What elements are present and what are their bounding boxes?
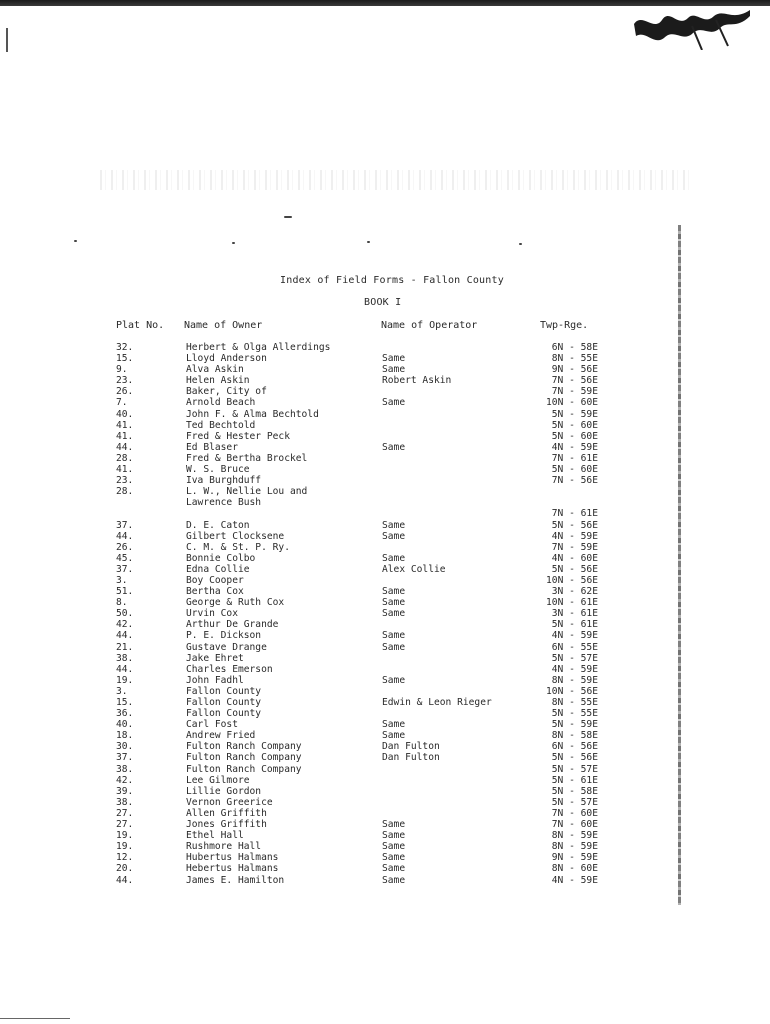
header-operator: Name of Operator [381, 320, 478, 331]
township-range: 5N - 57E [551, 652, 598, 664]
operator-name: Dan Fulton [382, 741, 440, 753]
plat-number: 28. [116, 486, 134, 498]
table-row [0, 808, 770, 819]
owner-name: D. E. Caton [186, 519, 250, 531]
ink-smudge [632, 6, 752, 50]
owner-name: L. W., Nellie Lou and [186, 486, 308, 498]
speck [284, 216, 292, 218]
owner-name: Fulton Ranch Company [186, 763, 302, 775]
township-range: 4N - 59E [551, 874, 598, 886]
plat-number: 3. [116, 685, 128, 697]
owner-name: Ed Blaser [186, 441, 238, 453]
owner-name: Lillie Gordon [186, 785, 262, 797]
owner-name: W. S. Bruce [186, 464, 250, 476]
township-range: 6N - 58E [551, 342, 598, 353]
plat-number: 3. [116, 574, 128, 586]
township-range: 5N - 59E [551, 408, 598, 420]
plat-number: 8. [116, 597, 128, 609]
plat-number: 36. [116, 708, 134, 720]
plat-number: 40. [116, 719, 134, 731]
township-range: 5N - 60E [551, 419, 598, 431]
plat-number: 27. [116, 807, 134, 819]
operator-name: Same [382, 608, 406, 620]
table-row [0, 653, 770, 664]
speck [519, 243, 522, 245]
owner-name: Fred & Bertha Brockel [186, 452, 308, 464]
township-range: 6N - 56E [551, 741, 598, 753]
table-row [0, 342, 770, 353]
document-title: Index of Field Forms - Fallon County [280, 275, 504, 286]
township-range: 10N - 56E [546, 574, 598, 586]
plat-number: 44. [116, 874, 134, 886]
operator-name: Same [382, 586, 406, 598]
table-row [0, 619, 770, 630]
operator-name: Same [382, 830, 406, 842]
plat-number: 19. [116, 830, 134, 842]
township-range: 7N - 61E [551, 508, 598, 520]
table-row [0, 642, 770, 653]
owner-name: Ted Bechtold [186, 419, 256, 431]
township-range: 4N - 59E [551, 663, 598, 675]
table-row [0, 730, 770, 741]
township-range: 8N - 60E [551, 863, 598, 875]
operator-name: Same [382, 353, 406, 365]
table-row [0, 775, 770, 786]
plat-number: 15. [116, 697, 134, 708]
township-range: 5N - 57E [551, 796, 598, 808]
owner-name: Lawrence Bush [186, 497, 262, 509]
plat-number: 50. [116, 608, 134, 620]
township-range: 7N - 56E [551, 475, 598, 487]
owner-name: Hubertus Halmans [186, 852, 279, 864]
plat-number: 32. [116, 342, 134, 353]
operator-name: Same [382, 874, 406, 886]
owner-name: Baker, City of [186, 386, 267, 398]
township-range: 5N - 56E [551, 752, 598, 764]
table-row [0, 508, 770, 519]
table-row [0, 453, 770, 464]
table-row [0, 797, 770, 808]
owner-name: Carl Fost [186, 719, 238, 731]
owner-name: Charles Emerson [186, 663, 273, 675]
operator-name: Same [382, 519, 406, 531]
table-row [0, 675, 770, 686]
operator-name: Edwin & Leon Rieger [382, 697, 492, 708]
table-row [0, 708, 770, 719]
owner-name: Fulton Ranch Company [186, 752, 302, 764]
township-range: 4N - 59E [551, 630, 598, 642]
table-row [0, 431, 770, 442]
owner-name: P. E. Dickson [186, 630, 262, 642]
table-row [0, 442, 770, 453]
operator-name: Same [382, 819, 406, 831]
scan-left-mark [6, 28, 8, 52]
table-row [0, 375, 770, 386]
owner-name: Fallon County [186, 697, 262, 708]
table-row [0, 841, 770, 852]
speck [367, 241, 370, 243]
table-row [0, 597, 770, 608]
township-range: 4N - 59E [551, 530, 598, 542]
operator-name: Same [382, 852, 406, 864]
table-row [0, 863, 770, 874]
owner-name: Gilbert Clocksene [186, 530, 285, 542]
owner-name: Arthur De Grande [186, 619, 279, 631]
owner-name: Andrew Fried [186, 730, 256, 742]
table-row [0, 830, 770, 841]
owner-name: Hebertus Halmans [186, 863, 279, 875]
owner-name: Lloyd Anderson [186, 353, 267, 365]
plat-number: 12. [116, 852, 134, 864]
table-row [0, 764, 770, 775]
township-range: 3N - 62E [551, 586, 598, 598]
operator-name: Same [382, 441, 406, 453]
operator-name: Same [382, 719, 406, 731]
operator-name: Same [382, 552, 406, 564]
plat-number: 37. [116, 752, 134, 764]
township-range: 5N - 60E [551, 430, 598, 442]
plat-number: 28. [116, 452, 134, 464]
owner-name: Urvin Cox [186, 608, 238, 620]
plat-number: 42. [116, 619, 134, 631]
owner-name: Fallon County [186, 708, 262, 720]
table-row [0, 564, 770, 575]
plat-number: 15. [116, 353, 134, 365]
table-row [0, 630, 770, 641]
plat-number: 44. [116, 530, 134, 542]
owner-name: John F. & Alma Bechtold [186, 408, 319, 420]
table-row [0, 520, 770, 531]
plat-number: 40. [116, 408, 134, 420]
township-range: 3N - 61E [551, 608, 598, 620]
township-range: 5N - 57E [551, 763, 598, 775]
operator-name: Same [382, 730, 406, 742]
township-range: 8N - 59E [551, 830, 598, 842]
owner-name: Gustave Drange [186, 641, 267, 653]
table-row [0, 386, 770, 397]
plat-number: 45. [116, 552, 134, 564]
township-range: 5N - 59E [551, 719, 598, 731]
township-range: 4N - 59E [551, 441, 598, 453]
township-range: 8N - 59E [551, 841, 598, 853]
table-row [0, 719, 770, 730]
operator-name: Same [382, 364, 406, 376]
owner-name: Jones Griffith [186, 819, 267, 831]
operator-name: Same [382, 641, 406, 653]
operator-name: Robert Askin [382, 375, 452, 387]
operator-name: Same [382, 530, 406, 542]
township-range: 8N - 59E [551, 674, 598, 686]
table-row [0, 486, 770, 497]
plat-number: 9. [116, 364, 128, 376]
index-table [0, 342, 770, 886]
township-range: 5N - 60E [551, 464, 598, 476]
plat-number: 21. [116, 641, 134, 653]
township-range: 7N - 59E [551, 541, 598, 553]
scan-bottom-mark [0, 1018, 70, 1019]
table-row [0, 686, 770, 697]
table-row [0, 542, 770, 553]
plat-number: 41. [116, 464, 134, 476]
township-range: 7N - 56E [551, 375, 598, 387]
plat-number: 26. [116, 541, 134, 553]
operator-name: Same [382, 863, 406, 875]
table-row [0, 819, 770, 830]
plat-number: 42. [116, 774, 134, 786]
operator-name: Same [382, 630, 406, 642]
township-range: 8N - 58E [551, 730, 598, 742]
book-label: BOOK I [364, 297, 402, 308]
table-row [0, 475, 770, 486]
township-range: 7N - 60E [551, 819, 598, 831]
township-range: 5N - 58E [551, 785, 598, 797]
plat-number: 38. [116, 652, 134, 664]
plat-number: 23. [116, 375, 134, 387]
owner-name: James E. Hamilton [186, 874, 285, 886]
owner-name: Bertha Cox [186, 586, 244, 598]
township-range: 9N - 56E [551, 364, 598, 376]
scan-noise-band [100, 170, 690, 190]
owner-name: Herbert & Olga Allerdings [186, 342, 331, 353]
plat-number: 41. [116, 430, 134, 442]
plat-number: 39. [116, 785, 134, 797]
owner-name: George & Ruth Cox [186, 597, 285, 609]
operator-name: Same [382, 597, 406, 609]
owner-name: Vernon Greerice [186, 796, 273, 808]
operator-name: Same [382, 397, 406, 409]
table-row [0, 575, 770, 586]
plat-number: 37. [116, 519, 134, 531]
township-range: 8N - 55E [551, 353, 598, 365]
speck [74, 240, 77, 242]
township-range: 10N - 61E [546, 597, 598, 609]
operator-name: Same [382, 841, 406, 853]
township-range: 5N - 61E [551, 774, 598, 786]
owner-name: Iva Burghduff [186, 475, 262, 487]
plat-number: 44. [116, 441, 134, 453]
owner-name: Bonnie Colbo [186, 552, 256, 564]
township-range: 7N - 61E [551, 452, 598, 464]
table-row [0, 464, 770, 475]
township-range: 7N - 59E [551, 386, 598, 398]
owner-name: John Fadhl [186, 674, 244, 686]
owner-name: Arnold Beach [186, 397, 256, 409]
owner-name: C. M. & St. P. Ry. [186, 541, 290, 553]
owner-name: Helen Askin [186, 375, 250, 387]
township-range: 10N - 60E [546, 397, 598, 409]
header-twp-rge: Twp-Rge. [540, 320, 589, 331]
township-range: 5N - 61E [551, 619, 598, 631]
table-row [0, 741, 770, 752]
plat-number: 41. [116, 419, 134, 431]
table-row [0, 664, 770, 675]
plat-number: 51. [116, 586, 134, 598]
table-row [0, 608, 770, 619]
owner-name: Rushmore Hall [186, 841, 262, 853]
owner-name: Fred & Hester Peck [186, 430, 290, 442]
owner-name: Jake Ehret [186, 652, 244, 664]
table-row [0, 752, 770, 763]
owner-name: Allen Griffith [186, 807, 267, 819]
owner-name: Alva Askin [186, 364, 244, 376]
township-range: 9N - 59E [551, 852, 598, 864]
township-range: 7N - 60E [551, 807, 598, 819]
township-range: 10N - 56E [546, 685, 598, 697]
table-row [0, 397, 770, 408]
plat-number: 23. [116, 475, 134, 487]
table-row [0, 353, 770, 364]
table-row [0, 852, 770, 863]
owner-name: Fulton Ranch Company [186, 741, 302, 753]
plat-number: 30. [116, 741, 134, 753]
header-owner: Name of Owner [184, 320, 263, 331]
operator-name: Dan Fulton [382, 752, 440, 764]
table-row [0, 553, 770, 564]
table-row [0, 364, 770, 375]
plat-number: 7. [116, 397, 128, 409]
owner-name: Fallon County [186, 685, 262, 697]
township-range: 4N - 60E [551, 552, 598, 564]
plat-number: 20. [116, 863, 134, 875]
table-row [0, 409, 770, 420]
table-row [0, 420, 770, 431]
table-row [0, 531, 770, 542]
table-row [0, 875, 770, 886]
table-row [0, 697, 770, 708]
plat-number: 18. [116, 730, 134, 742]
township-range: 5N - 56E [551, 519, 598, 531]
township-range: 6N - 55E [551, 641, 598, 653]
plat-number: 26. [116, 386, 134, 398]
header-plat-no: Plat No. [116, 320, 165, 331]
plat-number: 38. [116, 796, 134, 808]
table-row [0, 786, 770, 797]
speck [232, 242, 235, 244]
owner-name: Ethel Hall [186, 830, 244, 842]
table-row [0, 586, 770, 597]
plat-number: 44. [116, 663, 134, 675]
plat-number: 19. [116, 841, 134, 853]
plat-number: 27. [116, 819, 134, 831]
operator-name: Same [382, 674, 406, 686]
owner-name: Boy Cooper [186, 574, 244, 586]
plat-number: 38. [116, 763, 134, 775]
township-range: 8N - 55E [551, 697, 598, 708]
owner-name: Lee Gilmore [186, 774, 250, 786]
plat-number: 44. [116, 630, 134, 642]
township-range: 5N - 56E [551, 563, 598, 575]
owner-name: Edna Collie [186, 563, 250, 575]
plat-number: 19. [116, 674, 134, 686]
township-range: 5N - 55E [551, 708, 598, 720]
table-row [0, 497, 770, 508]
plat-number: 37. [116, 563, 134, 575]
operator-name: Alex Collie [382, 563, 446, 575]
